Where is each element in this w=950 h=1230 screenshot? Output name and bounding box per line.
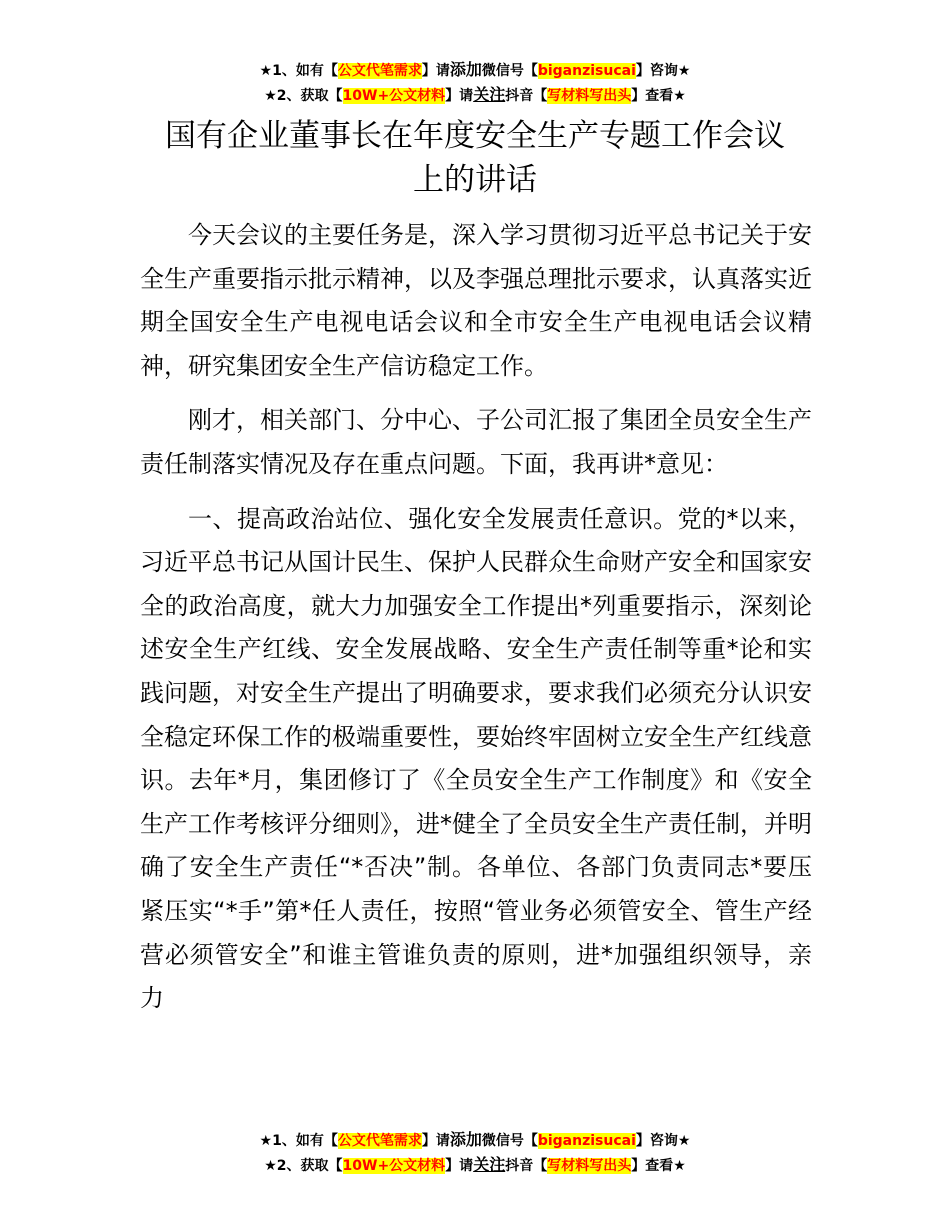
promo-line-1 [0, 58, 950, 83]
promo-emphasis: 添加 [449, 60, 482, 79]
document-body [140, 214, 812, 1032]
promo-text: 】咨询★ [635, 1133, 691, 1149]
title-line-1: 国有企业董事长在年度安全生产专题工作会议 [165, 118, 785, 154]
promo-highlight: biganzisucai [537, 63, 636, 79]
promo-highlight: 公文代笔需求 [337, 1133, 422, 1149]
promo-highlight: 10W+公文材料 [342, 88, 446, 104]
promo-text: 】请 [445, 88, 474, 104]
promo-text: 微信号【 [481, 1133, 538, 1149]
promo-text: 抖音【 [505, 88, 548, 104]
promo-text: 】请 [445, 1158, 474, 1174]
promo-text: 抖音【 [505, 1158, 548, 1174]
promo-text: 】咨询★ [635, 63, 691, 79]
promo-highlight: 10W+公文材料 [342, 1158, 446, 1174]
promo-text: 】请 [421, 1133, 450, 1149]
promo-emphasis: 关注 [473, 1155, 506, 1174]
promo-text: 】查看★ [631, 1158, 686, 1174]
promo-text: 】请 [421, 63, 450, 79]
promo-banner-top [0, 58, 950, 108]
promo-emphasis: 关注 [473, 85, 506, 104]
title-line-2: 上的讲话 [413, 162, 537, 198]
body-paragraph: 刚才，相关部门、分中心、子公司汇报了集团全员安全生产责任制落实情况及存在重点问题。下面，我再讲*意见： [140, 406, 812, 478]
promo-text: ★1、如有【 [259, 1133, 338, 1149]
body-paragraph: 一、提高政治站位、强化安全发展责任意识。党的*以来，习近平总书记从国计民生、保护人民群众生命财产安全和国家安全的政治高度，就大力加强安全工作提出*列重要指示，深刻论述安全生产红线、安全发展战略、安全生产责任制等重*论和实践问题，对安全生产提出了明确要求，要求我们必须充分认识安全稳定环保工作的极端重要性，要始终牢固树立安全生产红线意识。去年*月，集团修订了《全员安全生产工作制度》和《安全生产工作考核评分细则》，进*健全了全员安全生产责任制，并明确了安全生产责任“*否决”制。各单位、各部门负责同志*要压紧压实“*手”第*任人责任，按照“管业务必须管安全、管生产经营必须管安全”和谁主管谁负责的原则，进*加强组织领导，亲力 [140, 504, 812, 1013]
promo-highlight: biganzisucai [537, 1133, 636, 1149]
document-title [120, 114, 830, 202]
promo-line-1 [0, 1128, 950, 1153]
promo-line-2 [0, 1153, 950, 1178]
promo-text: ★2、获取【 [264, 1158, 343, 1174]
body-paragraph: 今天会议的主要任务是，深入学习贯彻习近平总书记关于安全生产重要指示批示精神，以及李强总理批示要求，认真落实近期全国安全生产电视电话会议和全市安全生产电视电话会议精神，研究集团安全生产信访稳定工作。 [140, 221, 812, 380]
promo-text: 微信号【 [481, 63, 538, 79]
promo-highlight: 写材料写出头 [547, 1158, 632, 1174]
promo-text: 】查看★ [631, 88, 686, 104]
promo-highlight: 写材料写出头 [547, 88, 632, 104]
promo-text: ★1、如有【 [259, 63, 338, 79]
promo-line-2 [0, 83, 950, 108]
promo-text: ★2、获取【 [264, 88, 343, 104]
promo-banner-bottom [0, 1128, 950, 1178]
promo-emphasis: 添加 [449, 1130, 482, 1149]
promo-highlight: 公文代笔需求 [337, 63, 422, 79]
